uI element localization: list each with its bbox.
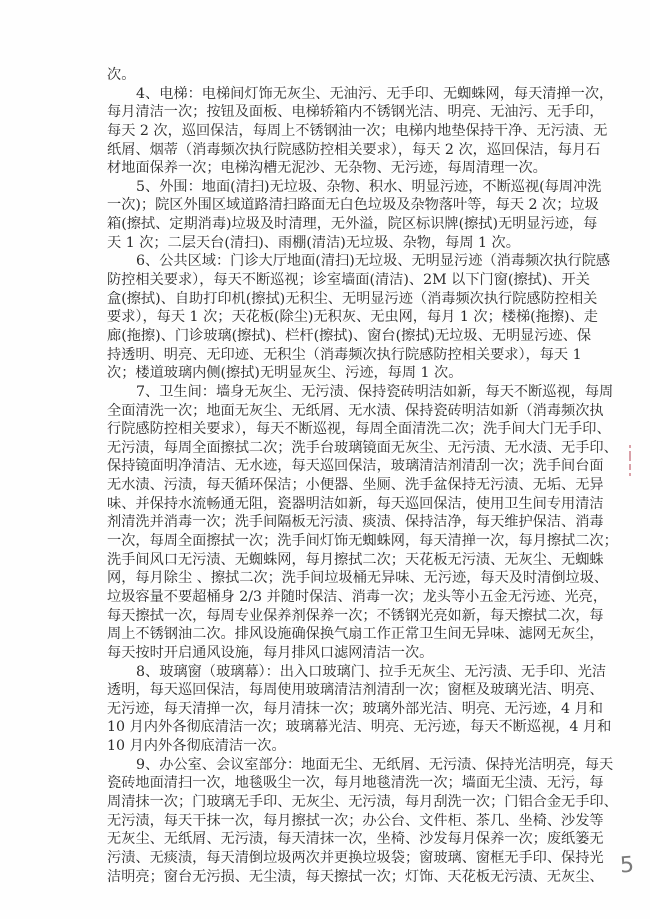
text-line: 无污渍，每天干抹一次，每月擦拭一次；办公台、文件柜、茶几、坐椅、沙发等 bbox=[107, 812, 604, 829]
text-line: 洗手间风口无污渍、无蜘蛛网，每月擦拭二次；天花板无污渍、无灰尘、无蜘蛛 bbox=[107, 551, 604, 568]
text-line: 网，每月除尘 、擦拭二次；洗手间垃圾桶无异味、无污迹，每天及时清倒垃圾、 bbox=[107, 570, 609, 587]
text-line: 无污迹，每天清掸一次，每月清抹一次；玻璃外部光洁、明亮、无污迹，4 月和 bbox=[107, 700, 603, 717]
text-line: 垃圾容量不要超桶身 2/3 并随时保洁、消毒一次；龙头等小五金无污迹、光亮， bbox=[107, 588, 608, 605]
text-line: 透明，每天巡回保洁，每周使用玻璃清洁剂清刮一次；窗框及玻璃光洁、明亮、 bbox=[107, 682, 604, 699]
text-line: 10 月内外各彻底清洁一次。 bbox=[107, 738, 286, 755]
text-line: 防控相关要求），每天不断巡视；诊室墙面(清洁)、2M 以下门窗(擦拭)、开关 bbox=[107, 272, 590, 289]
text-line: 每天擦拭一次，每周专业保养剂保养一次；不锈钢光亮如新，每天擦拭二次，每 bbox=[107, 607, 604, 624]
text-line: 廊(拖擦)、门诊玻璃(擦拭)、栏杆(擦拭)、窗台(擦拭)无垃圾、无明显污迹、保 bbox=[107, 327, 592, 344]
text-line: 每月清洁一次；按钮及面板、电梯轿箱内不锈钢光洁、明亮、无油污、无手印， bbox=[107, 104, 604, 121]
text-line: 周清抹一次；门玻璃无手印、无灰尘、无污渍，每月刮洗一次；门铝合金无手印、 bbox=[107, 793, 618, 810]
paragraph-first-line: 5、外围：地面(清扫)无垃圾、杂物、积水、明显污迹，不断巡视(每周冲洗 bbox=[136, 178, 602, 195]
text-line: 周上不锈钢油二次。排风设施确保换气扇工作正常卫生间无异味、滤网无灰尘， bbox=[107, 626, 604, 643]
page-number: 5 bbox=[619, 852, 635, 879]
paragraph-first-line: 7、卫生间：墙身无灰尘、无污渍、保持瓷砖明洁如新，每天不断巡视，每周 bbox=[136, 383, 614, 400]
paragraph-first-line: 4、电梯：电梯间灯饰无灰尘、无油污、无手印、无蜘蛛网，每天清掸一次， bbox=[136, 85, 614, 102]
text-line: 次；楼道玻璃内侧(擦拭)无明显灰尘、污迹，每周 1 次。 bbox=[107, 365, 463, 382]
text-line: 污渍、无痰渍，每天清倒垃圾两次并更换垃圾袋；窗玻璃、窗框无手印、保持光 bbox=[107, 849, 604, 866]
paragraph-first-line: 6、公共区域：门诊大厅地面(清扫)无垃圾、无明显污迹（消毒频次执行院感 bbox=[136, 253, 611, 270]
text-line: 要求），每天 1 次；天花板(除尘)无积灰、无虫网，每月 1 次；楼梯(拖擦)、走 bbox=[107, 309, 598, 326]
text-line: 每天按时开启通风设施，每月排风口滤网清洁一次。 bbox=[107, 644, 434, 661]
text-line: 一次，每周全面擦拭一次；洗手间灯饰无蜘蛛网，每天清掸一次，每月擦拭二次； bbox=[107, 533, 618, 550]
text-line: 保持镜面明净清洁、无水迹，每天巡回保洁，玻璃清洁剂清刮一次；洗手间台面 bbox=[107, 458, 604, 475]
paragraph-first-line: 8、玻璃窗（玻璃幕）：出入口玻璃门、拉手无灰尘、无污渍、无手印、光洁 bbox=[136, 663, 607, 680]
text-line: 材地面保养一次；电梯沟槽无泥沙、无杂物、无污迹，每周清理一次。 bbox=[107, 160, 547, 177]
text-line: 10 月内外各彻底清洁一次；玻璃幕光洁、明亮、无污迹，每天不断巡视，4 月和 bbox=[107, 719, 612, 736]
text-line: 瓷砖地面清扫一次，地毯吸尘一次，每月地毯清洗一次；墙面无尘渍、无污，每 bbox=[107, 775, 604, 792]
text-line: 箱(擦拭、定期消毒)垃圾及时清理，无外溢，院区标识牌(擦拭)无明显污迹，每 bbox=[107, 216, 598, 233]
document-body bbox=[107, 66, 618, 886]
text-line: 剂清洗并消毒一次；洗手间隔板无污渍、痰渍、保持洁净，每天维护保洁、消毒 bbox=[107, 514, 604, 531]
text-line: 无污渍，每周全面擦拭二次；洗手台玻璃镜面无灰尘、无污渍、无水渍、无手印、 bbox=[107, 439, 618, 456]
text-line: 一次)；院区外围区域道路清扫路面无白色垃圾及杂物落叶等，每天 2 次；垃圾 bbox=[107, 197, 599, 214]
text-line: 盒(擦拭)、自助打印机(擦拭)无积尘、无明显污迹（消毒频次执行院感防控相关 bbox=[107, 290, 598, 307]
text-line: 次。 bbox=[107, 67, 136, 83]
text-line: 天 1 次；二层天台(清扫)、雨棚(清洁)无垃圾、杂物，每周 1 次。 bbox=[107, 234, 520, 251]
paragraph-first-line: 9、办公室、会议室部分：地面无尘、无纸屑、无污渍、保持光洁明亮，每天 bbox=[136, 756, 614, 773]
text-line: 无灰尘、无纸屑、无污渍，每天清抹一次，坐椅、沙发每月保养一次；废纸篓无 bbox=[107, 831, 604, 848]
text-line: 无水渍、污渍，每天循环保洁；小便器、坐厕、洗手盆保持无污渍、无垢、无异 bbox=[107, 477, 604, 494]
text-line: 每天 2 次，巡回保洁，每周上不锈钢油一次；电梯内地垫保持干净、无污渍、无 bbox=[107, 122, 608, 139]
seal-edge-mark bbox=[627, 442, 633, 476]
text-line: 味、并保持水流畅通无阻，瓷器明洁如新，每天巡回保洁，使用卫生间专用清洁 bbox=[107, 495, 604, 512]
text-line: 行院感防控相关要求），每天不断巡视，每周全面清洗二次；洗手间大门无手印、 bbox=[107, 421, 611, 438]
text-line: 洁明亮；窗台无污损、无尘渍，每天擦拭一次；灯饰、天花板无污渍、无灰尘、 bbox=[107, 868, 604, 885]
text-line: 全面清洗一次；地面无灰尘、无纸屑、无水渍、保持瓷砖明洁如新（消毒频次执 bbox=[107, 402, 604, 419]
text-line: 纸屑、烟蒂（消毒频次执行院感防控相关要求），每天 2 次，巡回保洁，每月石 bbox=[107, 141, 601, 158]
text-line: 持透明、明亮、无印迹、无积尘（消毒频次执行院感防控相关要求），每天 1 bbox=[107, 346, 582, 363]
